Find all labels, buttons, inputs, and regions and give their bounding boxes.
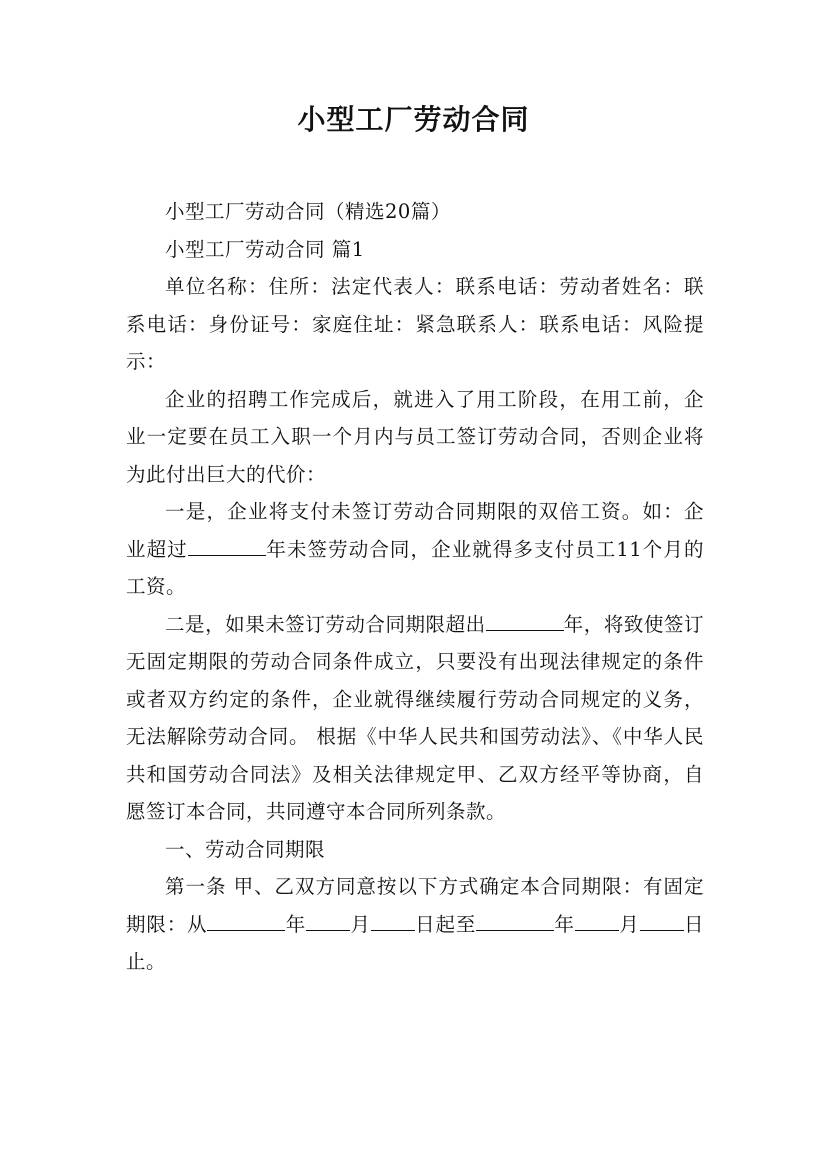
paragraph-chapter-heading: 一、劳动合同期限 xyxy=(165,837,326,861)
text-segment: 年，将致使签订无固定期限的劳动合同条件成立，只要没有出现法律规定的条件或者双方约定的条件，企业就得继续履行劳动合同规定的义务，无法解除劳动合同。 根据《中华人民共和国劳动法》、《中华人民共和国劳动合同法》及相关法律规定甲、乙双方经平等协商，自愿签订本合同，共同遵守本合同所列条款。 xyxy=(126,612,704,823)
blank-line xyxy=(207,908,285,931)
blank-line xyxy=(640,908,684,931)
paragraph-party-info: 单位名称：住所：法定代表人：联系电话：劳动者姓名：联系电话：身份证号：家庭住址：紧急联系人：联系电话：风险提示： xyxy=(126,275,704,373)
blank-line xyxy=(476,908,554,931)
paragraph-section-heading: 小型工厂劳动合同 篇1 xyxy=(165,237,365,261)
text-segment: 第一条 甲、乙双方同意按以下方式确定本合同期限：有固定期限：从 xyxy=(126,875,704,936)
document-body xyxy=(126,193,704,981)
blank-line xyxy=(188,533,266,556)
text-segment: 年 xyxy=(285,912,307,936)
blank-line xyxy=(575,908,619,931)
blank-line xyxy=(486,608,564,631)
paragraph-article-one xyxy=(126,868,704,981)
text-segment: 年 xyxy=(554,912,575,936)
text-segment: 月 xyxy=(350,912,371,936)
text-segment: 月 xyxy=(618,912,640,936)
text-segment: 日起至 xyxy=(414,912,477,936)
paragraph-risk-intro: 企业的招聘工作完成后，就进入了用工阶段，在用工前，企业一定要在员工入职一个月内与员工签订劳动合同，否则企业将为此付出巨大的代价： xyxy=(126,387,704,486)
paragraph-subtitle: 小型工厂劳动合同（精选20篇） xyxy=(165,200,451,223)
text-segment: 一是，企业将支付未签订劳动合同期限的双倍工资。如：企业超过 xyxy=(126,500,704,561)
text-segment: 日止。 xyxy=(126,912,704,973)
blank-line xyxy=(371,908,415,931)
document-title: 小型工厂劳动合同 xyxy=(297,103,530,136)
text-segment: 二是，如果未签订劳动合同期限超出 xyxy=(165,612,486,636)
text-segment: 年未签劳动合同，企业就得多支付员工11个月的工资。 xyxy=(126,537,704,598)
blank-line xyxy=(306,908,350,931)
paragraph-risk-one xyxy=(126,493,704,606)
paragraph-risk-two xyxy=(126,606,704,831)
